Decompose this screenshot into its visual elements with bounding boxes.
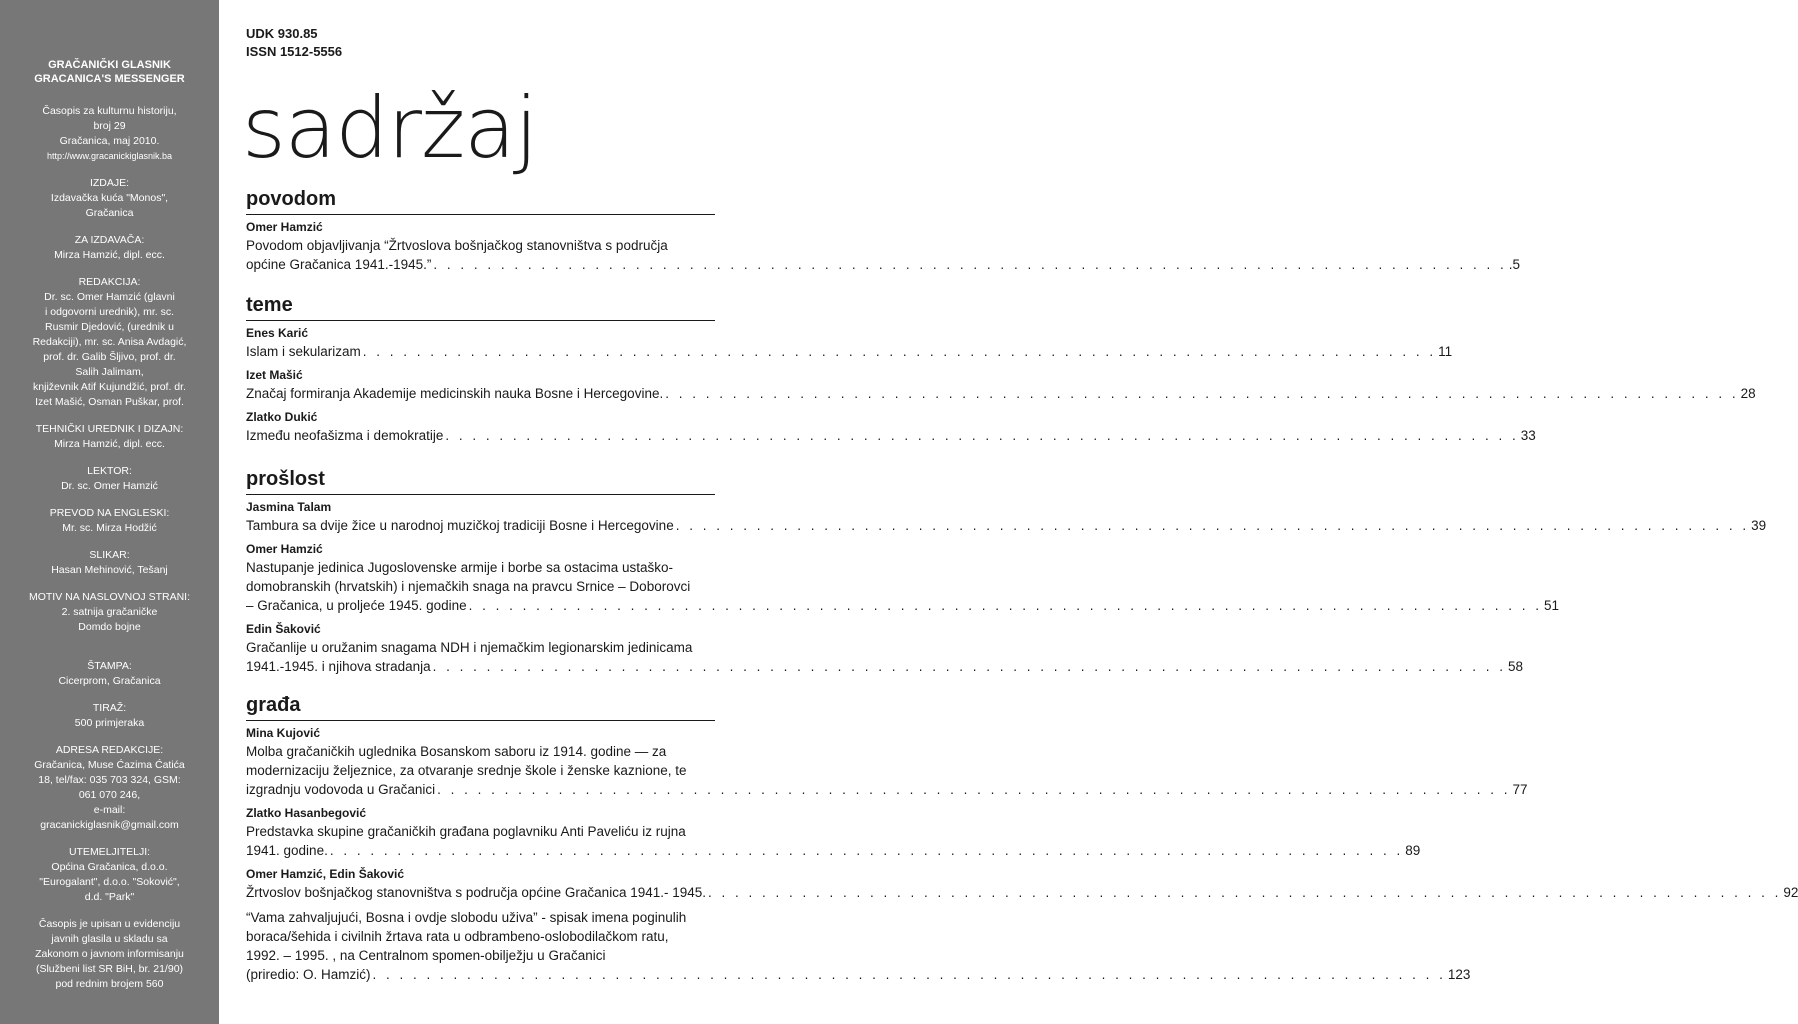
credit-value: Zakonom o javnom informisanju [35,948,184,960]
entry-title-text: – Gračanica, u proljeće 1945. godine [246,598,467,613]
udk-code: UDK 930.85 [246,26,318,41]
credit-value: Izdavačka kuća "Monos", [50,192,169,204]
dot-leader: . . . . . . . . . . . . . . . . . . . . . . . . . . . . . . . . . . . . . . . . . . . . . . . . . . . . . . . . . . . . . . . . . . . . . . . . . . . . . . . . [445,428,1519,443]
toc-entry[interactable] [246,499,1767,535]
table-of-contents [242,0,1798,1024]
masthead-credits [8,176,211,992]
credit-value: e-mail: [93,804,126,816]
entry-title-line [246,516,1767,535]
toc-entry[interactable] [246,409,1536,445]
credit-block [8,917,211,992]
entry-title-line [246,236,715,255]
entry-author: Omer Hamzić [246,220,323,234]
entry-title-line [246,841,1421,860]
credit-value: Dr. sc. Omer Hamzić (glavni [44,291,175,303]
toc-entry[interactable] [246,621,1524,676]
credit-value: Dr. sc. Omer Hamzić [61,480,158,492]
entry-title-text: Povodom objavljivanja “Žrtvoslova bošnjačkog stanovništva s područja [246,238,668,253]
dot-leader: . . . . . . . . . . . . . . . . . . . . . . . . . . . . . . . . . . . . . . . . . . . . . . . . . . . . . . . . . . . . . . . . . . . . . . . . . . . . . . . . [708,885,1782,900]
entry-title-text: 1941. godine. [246,843,328,858]
credit-value: Mirza Hamzić, dipl. ecc. [54,438,165,450]
credit-block [8,659,211,689]
credit-block [8,506,211,536]
journal-description [8,104,211,164]
credit-value: 2. satnija gračaničke [61,606,158,618]
description-line: Časopis za kulturnu historiju, [42,105,177,117]
credit-value: 500 primjeraka [74,717,145,729]
toc-section [246,186,1521,274]
entry-title-line [246,255,1521,274]
entry-author: Izet Mašić [246,368,303,382]
credit-value: javnih glasila u skladu sa [51,933,168,945]
entry-title-line [246,342,1453,361]
credit-value: 061 070 246, [78,789,141,801]
page-number: 58 [1508,659,1524,674]
dot-leader: . . . . . . . . . . . . . . . . . . . . . . . . . . . . . . . . . . . . . . . . . . . . . . . . . . . . . . . . . . . . . . . . . . . . . . . . . . . . . . . . [362,344,1437,359]
credit-value: 18, tel/fax: 035 703 324, GSM: [38,774,181,786]
description-line: broj 29 [93,120,126,132]
credit-value: i odgovorni urednik), mr. sc. [45,306,174,318]
journal-title-english: GRACANICA'S MESSENGER [34,73,185,85]
credit-label: ADRESA REDAKCIJE: [55,744,164,756]
entry-title-line [246,780,1528,799]
page-number: 77 [1512,782,1528,797]
entry-title-text: 1941.-1945. i njihova stradanja [246,659,431,674]
entry-title-line [246,384,1756,403]
credit-value: Mirza Hamzić, dipl. ecc. [54,249,165,261]
entry-title-text: Predstavka skupine gračaničkih građana poglavniku Anti Paveliću iz rujna [246,824,686,839]
toc-section [246,292,1756,445]
page-number: 39 [1751,518,1767,533]
credit-block [8,233,211,263]
credit-value: Općina Gračanica, d.o.o. [51,861,168,873]
entry-author: Zlatko Hasanbegović [246,806,367,820]
entry-title-line [246,657,1524,676]
credit-block [8,176,211,221]
entry-author: Edin Šaković [246,622,321,636]
entry-title-line [246,596,1560,615]
entry-title-text: “Vama zahvaljujući, Bosna i ovdje slobodu uživa” - spisak imena poginulih [246,910,687,925]
section-heading: povodom [246,186,715,215]
credit-value: Rusmir Djedović, (urednik u [45,321,174,333]
credit-value: Redakciji), mr. sc. Anisa Avdagić, [32,336,187,348]
toc-entry[interactable] [246,866,1798,902]
dot-leader: . . . . . . . . . . . . . . . . . . . . . . . . . . . . . . . . . . . . . . . . . . . . . . . . . . . . . . . . . . . . . . . . . . . . . . . . . . . . . . . . [372,967,1446,982]
dot-leader: . . . . . . . . . . . . . . . . . . . . . . . . . . . . . . . . . . . . . . . . . . . . . . . . . . . . . . . . . . . . . . . . . . . . . . . . . . . . . . . . [432,659,1507,674]
dot-leader: . . . . . . . . . . . . . . . . . . . . . . . . . . . . . . . . . . . . . . . . . . . . . . . . . . . . . . . . . . . . . . . . . . . . . . . . . . . . . . . . [468,598,1543,613]
credit-label: ZA IZDAVAČA: [74,234,145,246]
entry-title-line [246,908,715,927]
entry-author: Zlatko Dukić [246,410,318,424]
credit-value: Hasan Mehinović, Tešanj [51,564,168,576]
journal-title [8,58,211,86]
entry-title-text: modernizaciju željeznice, za otvaranje srednje škole i ženske kaznione, te [246,763,687,778]
credit-block [8,548,211,578]
entry-title-line [246,742,715,761]
credit-value: "Eurogalant", d.o.o. "Soković", [39,876,180,888]
entry-title-text: domobranskih (hrvatskih) i njemačkih snaga na pravcu Srnice – Doborovci [246,579,691,594]
credit-value: (Službeni list SR BiH, br. 21/90) [35,963,184,975]
credit-value: Domdo bojne [78,621,141,633]
credit-block [8,845,211,905]
page-number: 11 [1438,344,1453,359]
toc-entry[interactable] [246,219,1521,274]
page-number: 28 [1740,386,1756,401]
entry-author: Omer Hamzić [246,542,323,556]
toc-section [246,466,1767,676]
credit-value: književnik Atif Kujundžić, prof. dr. [33,381,186,393]
dot-leader: . . . . . . . . . . . . . . . . . . . . . . . . . . . . . . . . . . . . . . . . . . . . . . . . . . . . . . . . . . . . . . . . . . . . . . . . . . . . . . . . [437,782,1511,797]
entry-title-line [246,577,715,596]
dot-leader: . . . . . . . . . . . . . . . . . . . . . . . . . . . . . . . . . . . . . . . . . . . . . . . . . . . . . . . . . . . . . . . . . . . . . . . . . . . . . . . . [675,518,1750,533]
issn-code: ISSN 1512-5556 [246,44,343,59]
entry-title-text: boraca/šehida i civilnih žrtava rata u odbrambeno-oslobodilačkom ratu, [246,929,669,944]
entry-title-line [246,761,715,780]
entry-title-line [246,965,1471,984]
credit-value: prof. dr. Galib Šljivo, prof. dr. [43,351,176,363]
toc-section [246,692,1798,984]
entry-title-text: Gračanlije u oružanim snagama NDH i njemačkim legionarskim jedinicama [246,640,693,655]
credit-label: TIRAŽ: [92,702,127,714]
catalog-identifiers [246,25,342,61]
credit-label: PREVOD NA ENGLESKI: [49,507,170,519]
credit-value: Gračanica [85,207,134,219]
entry-title-line [246,558,715,577]
section-heading: teme [246,292,715,321]
credit-block [8,701,211,731]
page-number: 92 [1783,885,1798,900]
credit-block [8,590,211,635]
credit-value: Cicerprom, Gračanica [58,675,161,687]
toc-entry[interactable] [246,541,1560,615]
credit-block [8,464,211,494]
entry-title-text: Između neofašizma i demokratije [246,428,444,443]
credit-label: TEHNIČKI UREDNIK I DIZAJN: [35,423,184,435]
page-number: 123 [1447,967,1471,982]
credit-value: gracanickiglasnik@gmail.com [40,819,179,831]
credit-label: Časopis je upisan u evidenciju [38,918,181,930]
dot-leader: . . . . . . . . . . . . . . . . . . . . . . . . . . . . . . . . . . . . . . . . . . . . . . . . . . . . . . . . . . . . . . . . . . . . . . . . . . . . . . . . [329,843,1404,858]
entry-title-text: 1992. – 1995. , na Centralnom spomen-obilježju u Gračanici [246,948,606,963]
page-number: 89 [1405,843,1421,858]
toc-entry[interactable] [246,725,1528,799]
page-number: .5 [1508,257,1521,272]
credit-value: Mr. sc. Mirza Hodžić [62,522,157,534]
entry-author: Mina Kujović [246,726,321,740]
entry-author: Enes Karić [246,326,309,340]
entry-author: Jasmina Talam [246,500,332,514]
dot-leader: . . . . . . . . . . . . . . . . . . . . . . . . . . . . . . . . . . . . . . . . . . . . . . . . . . . . . . . . . . . . . . . . . . . . . . . . . . . . . . . . [665,386,1739,401]
description-line: Gračanica, maj 2010. [59,135,160,147]
credit-value: d.d. "Park" [84,891,135,903]
credit-block [8,422,211,452]
toc-entry[interactable] [246,805,1421,860]
toc-entry[interactable] [246,908,1471,984]
journal-website-link[interactable]: http://www.gracanickiglasnik.ba [46,151,173,161]
credit-label: UTEMELJITELJI: [68,846,151,858]
credit-label: ŠTAMPA: [87,660,132,672]
credit-label: IZDAJE: [89,177,130,189]
page-title: sadržaj [242,79,537,177]
credit-value: Salih Jalimam, [75,366,144,378]
toc-entry[interactable] [246,325,1453,361]
page-number: 33 [1520,428,1536,443]
entry-title-line [246,426,1536,445]
entry-title-text: izgradnju vodovoda u Gračanici [246,782,436,797]
masthead-sidebar [0,0,219,1024]
entry-title-text: Islam i sekularizam [246,344,361,359]
entry-title-line [246,883,1798,902]
entry-title-line [246,946,715,965]
entry-author: Omer Hamzić, Edin Šaković [246,867,405,881]
credit-block [8,275,211,410]
entry-title-line [246,822,715,841]
credit-label: LEKTOR: [87,465,132,477]
credit-value: Gračanica, Muse Ćazima Ćatića [34,759,185,771]
section-heading: prošlost [246,466,715,495]
dot-leader: . . . . . . . . . . . . . . . . . . . . . . . . . . . . . . . . . . . . . . . . . . . . . . . . . . . . . . . . . . . . . . . . . . . . . . . . . . . . . . . . [433,257,1507,272]
page-number: 51 [1544,598,1560,613]
section-heading: građa [246,692,715,721]
entry-title-line [246,927,715,946]
entry-title-line [246,638,715,657]
entry-title-text: Tambura sa dvije žice u narodnoj muzičkoj tradiciji Bosne i Hercegovine [246,518,674,533]
credit-label: SLIKAR: [89,549,130,561]
entry-title-text: Značaj formiranja Akademije medicinskih nauka Bosne i Hercegovine. [246,386,664,401]
credit-value: pod rednim brojem 560 [55,978,164,990]
entry-title-text: Nastupanje jedinica Jugoslovenske armije i borbe sa ostacima ustaško- [246,560,673,575]
entry-title-text: Žrtvoslov bošnjačkog stanovništva s područja općine Gračanica 1941.- 1945. [246,885,707,900]
credit-label: MOTIV NA NASLOVNOJ STRANI: [28,591,191,603]
toc-entry[interactable] [246,367,1756,403]
credit-block [8,743,211,833]
entry-title-text: općine Gračanica 1941.-1945.” [246,257,432,272]
entry-title-text: (priredio: O. Hamzić) [246,967,371,982]
credit-value: Izet Mašić, Osman Puškar, prof. [35,396,184,408]
journal-title-local: GRAČANIČKI GLASNIK [48,59,171,71]
entry-title-text: Molba gračaničkih uglednika Bosanskom saboru iz 1914. godine — za [246,744,667,759]
credit-label: REDAKCIJA: [78,276,141,288]
